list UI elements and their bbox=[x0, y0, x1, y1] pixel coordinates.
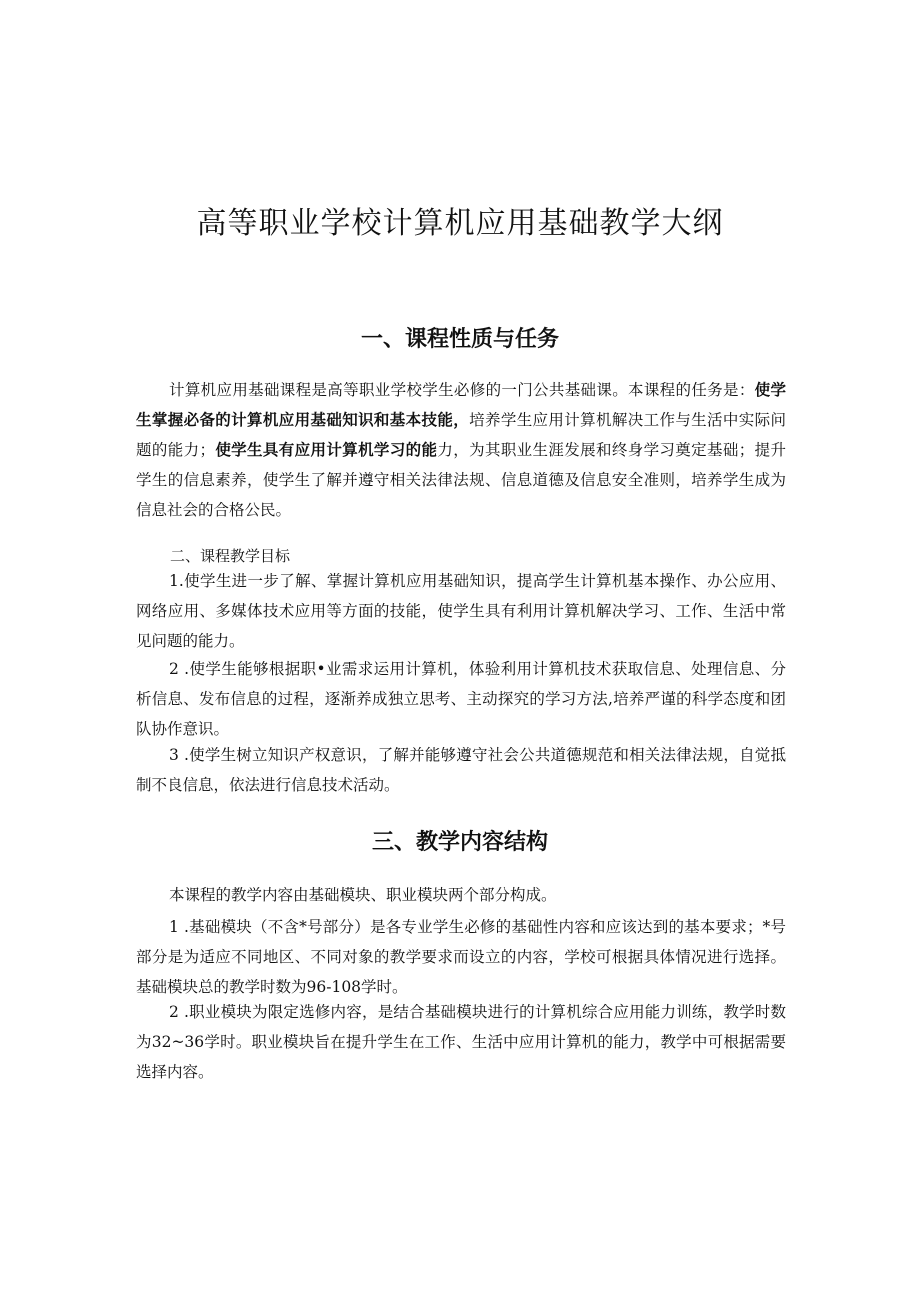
section-3-item-1: 1 .基础模块（不含*号部分）是各专业学生必修的基础性内容和应该达到的基本要求；*号部分是为适应不同地区、不同对象的教学要求而设立的内容，学校可根据具体情况进行选择。基础模块总的教学时数为96-108学时。 bbox=[136, 918, 786, 996]
section-2-item-2: 2 .使学生能够根据职•业需求运用计算机，体验利用计算机技术获取信息、处理信息、分析信息、发布信息的过程，逐渐养成独立思考、主动探究的学习方法,培养严谨的科学态度和团队协作意识。 bbox=[136, 660, 786, 738]
section-1-heading: 一、课程性质与任务 bbox=[360, 327, 559, 352]
section-3-item-2: 2 .职业模块为限定选修内容，是结合基础模块进行的计算机综合应用能力训练，教学时数为32~36学时。职业模块旨在提升学生在工作、生活中应用计算机的能力，教学中可根据需要选择内容。 bbox=[136, 1003, 786, 1081]
document-title: 高等职业学校计算机应用基础教学大纲 bbox=[196, 206, 724, 241]
section-3-intro: 本课程的教学内容由基础模块、职业模块两个部分构成。 bbox=[169, 886, 557, 904]
section-2-heading: 二、课程教学目标 bbox=[170, 547, 291, 565]
section-2-item-3: 3 .使学生树立知识产权意识，了解并能够遵守社会公共道德规范和相关法律法规，自觉抵制不良信息，依法进行信息技术活动。 bbox=[136, 746, 786, 794]
section-1-bold-1: 使学生掌握必备的计算机应用基础知识和基本技能， bbox=[136, 381, 786, 429]
section-1-bold-2: 使学生具有应用计算机学习的能 bbox=[214, 441, 438, 459]
section-1-text-3: 力，为其职业生涯发展和终身学习奠定基础；提升学生的信息素养，使学生了解并遵守相关法律法规、信息道德及信息安全准则，培养学生成为信息社会的合格公民。 bbox=[136, 441, 786, 519]
section-2-item-1: 1.使学生进一步了解、掌握计算机应用基础知识，提高学生计算机基本操作、办公应用、网络应用、多媒体技术应用等方面的技能，使学生具有利用计算机解决学习、工作、生活中常见问题的能力。 bbox=[136, 572, 786, 650]
section-1-text-1: 计算机应用基础课程是高等职业学校学生必修的一门公共基础课。本课程的任务是： bbox=[169, 381, 755, 399]
section-1-paragraph bbox=[136, 375, 786, 525]
section-3-heading: 三、教学内容结构 bbox=[371, 830, 548, 855]
section-1-text-2: 培养学生应用计算机解决工作与生活中实际问题的能力； bbox=[136, 411, 786, 459]
